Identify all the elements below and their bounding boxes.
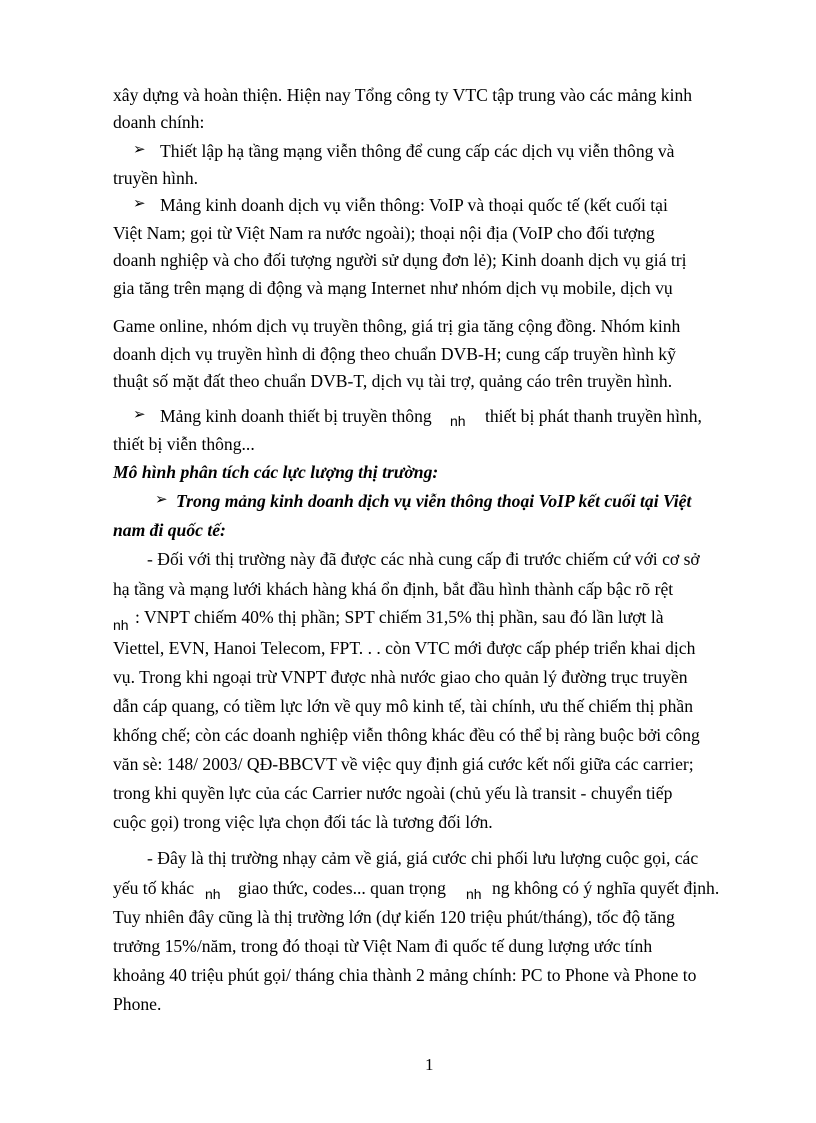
paragraph-line: cuộc gọi) trong việc lựa chọn đối tác là tương đối lớn. bbox=[113, 812, 493, 832]
inline-fragment: nh bbox=[450, 413, 466, 429]
text-line: doanh dịch vụ truyền hình di động theo chuẩn DVB-H; cung cấp truyền hình kỹ bbox=[113, 344, 676, 364]
subheading-line: Trong mảng kinh doanh dịch vụ viễn thông thoại VoIP kết cuối tại Việt bbox=[176, 491, 692, 511]
paragraph-line: : VNPT chiếm 40% thị phần; SPT chiếm 31,5% thị phần, sau đó lần lượt là bbox=[135, 607, 664, 627]
paragraph-line: khoảng 40 triệu phút gọi/ tháng chia thành 2 mảng chính: PC to Phone và Phone to bbox=[113, 965, 697, 985]
paragraph-line: Tuy nhiên đây cũng là thị trường lớn (dự kiến 120 triệu phút/tháng), tốc độ tăng bbox=[113, 907, 675, 927]
page-number: 1 bbox=[425, 1055, 434, 1074]
bullet-arrow-icon: ➢ bbox=[133, 196, 146, 212]
inline-fragment: nh bbox=[113, 617, 129, 633]
text-line: Game online, nhóm dịch vụ truyền thông, giá trị gia tăng cộng đồng. Nhóm kinh bbox=[113, 316, 681, 336]
text-line: doanh chính: bbox=[113, 112, 205, 132]
text-line: truyền hình. bbox=[113, 168, 199, 188]
subheading-line: nam đi quốc tế: bbox=[113, 520, 226, 540]
paragraph-line: Phone. bbox=[113, 994, 162, 1014]
paragraph-line-c: ng không có ý nghĩa quyết định. bbox=[492, 878, 720, 898]
text-line: Việt Nam; gọi từ Việt Nam ra nước ngoài); thoại nội địa (VoIP cho đối tượng bbox=[113, 223, 655, 243]
text-line: gia tăng trên mạng di động và mạng Internet như nhóm dịch vụ mobile, dịch vụ bbox=[113, 278, 673, 298]
paragraph-line: - Đây là thị trường nhạy cảm về giá, giá cước chi phối lưu lượng cuộc gọi, các bbox=[147, 848, 699, 868]
text-line: thiết bị viễn thông... bbox=[113, 434, 255, 454]
bullet-1-line: Thiết lập hạ tầng mạng viễn thông để cung cấp các dịch vụ viễn thông và bbox=[160, 141, 675, 161]
text-line: xây dựng và hoàn thiện. Hiện nay Tổng công ty VTC tập trung vào các mảng kinh bbox=[113, 85, 693, 105]
paragraph-line: - Đối với thị trường này đã được các nhà cung cấp đi trước chiếm cứ với cơ sở bbox=[147, 549, 700, 569]
bullet-3-line-b: thiết bị phát thanh truyền hình, bbox=[485, 406, 702, 426]
paragraph-line: vụ. Trong khi ngoại trừ VNPT được nhà nước giao cho quản lý đường trục truyền bbox=[113, 667, 688, 687]
paragraph-line: hạ tầng và mạng lưới khách hàng khá ổn định, bắt đầu hình thành cấp bậc rõ rệt bbox=[113, 579, 674, 599]
paragraph-line: văn sè: 148/ 2003/ QĐ-BBCVT về việc quy định giá cước kết nối giữa các carrier; bbox=[113, 754, 694, 774]
bullet-arrow-icon: ➢ bbox=[155, 492, 168, 508]
bullet-arrow-icon: ➢ bbox=[133, 142, 146, 158]
text-line: thuật số mặt đất theo chuẩn DVB-T, dịch vụ tài trợ, quảng cáo trên truyền hình. bbox=[113, 371, 673, 391]
paragraph-line: khống chế; còn các doanh nghiệp viễn thông khác đều có thể bị ràng buộc bởi công bbox=[113, 725, 700, 745]
bullet-3-line-a: Mảng kinh doanh thiết bị truyền thông bbox=[160, 406, 432, 426]
paragraph-line: trưởng 15%/năm, trong đó thoại từ Việt Nam đi quốc tế dung lượng ước tính bbox=[113, 936, 653, 956]
text-line: doanh nghiệp và cho đối tượng người sử dụng đơn lẻ); Kinh doanh dịch vụ giá trị bbox=[113, 250, 687, 270]
paragraph-line-a: yếu tố khác bbox=[113, 878, 195, 898]
section-heading: Mô hình phân tích các lực lượng thị trường: bbox=[113, 462, 439, 482]
paragraph-line: Viettel, EVN, Hanoi Telecom, FPT. . . còn VTC mới được cấp phép triển khai dịch bbox=[113, 638, 696, 658]
bullet-2-line: Mảng kinh doanh dịch vụ viễn thông: VoIP và thoại quốc tế (kết cuối tại bbox=[160, 195, 668, 215]
paragraph-line: dẫn cáp quang, có tiềm lực lớn về quy mô kinh tế, tài chính, ưu thế chiếm thị phần bbox=[113, 696, 693, 716]
inline-fragment: nh bbox=[205, 886, 221, 902]
bullet-arrow-icon: ➢ bbox=[133, 407, 146, 423]
paragraph-line-b: giao thức, codes... quan trọng bbox=[238, 878, 446, 898]
inline-fragment: nh bbox=[466, 886, 482, 902]
paragraph-line: trong khi quyền lực của các Carrier nước ngoài (chủ yếu là transit - chuyển tiếp bbox=[113, 783, 673, 803]
